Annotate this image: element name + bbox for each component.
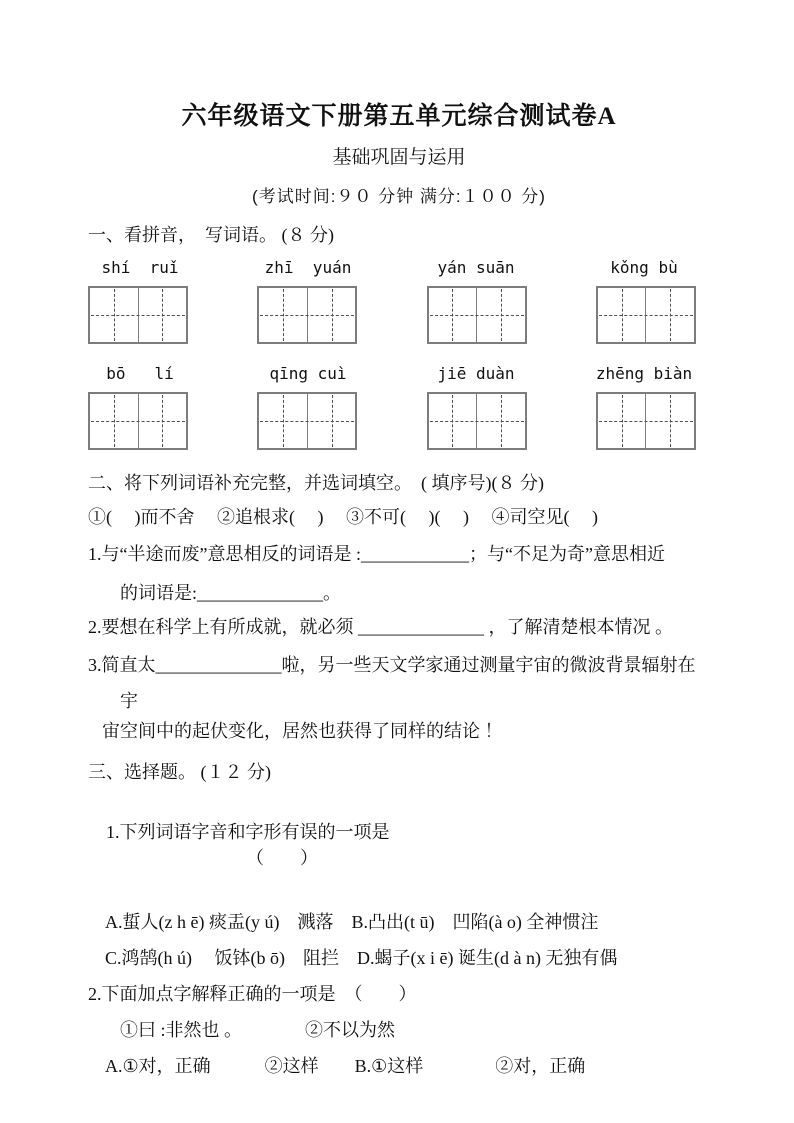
tianzige-cell bbox=[646, 394, 694, 448]
tianzige-cell bbox=[598, 394, 647, 448]
section2-q3-line2: 宇 bbox=[120, 691, 138, 711]
section3-q1 bbox=[88, 793, 710, 897]
tianzige-cell bbox=[429, 394, 478, 448]
pinyin-word: yán suān bbox=[437, 258, 515, 277]
section3-heading: 三、选择题。 (１２ 分) bbox=[88, 762, 271, 782]
tianzige-cell bbox=[259, 394, 308, 448]
tianzige-cell bbox=[90, 288, 139, 342]
writing-grid bbox=[257, 392, 357, 450]
pinyin-word: zhēng biàn bbox=[595, 364, 693, 383]
section2-q1-line2: 的词语是:______________。 bbox=[120, 583, 342, 603]
writing-grid bbox=[427, 286, 527, 344]
tianzige-cell bbox=[646, 288, 694, 342]
writing-grid bbox=[596, 286, 696, 344]
pinyin-row-1 bbox=[88, 256, 696, 280]
pinyin-word: qīng cuì bbox=[269, 364, 347, 383]
pinyin-word: zhī yuán bbox=[264, 258, 352, 277]
tianzige-cell bbox=[598, 288, 647, 342]
answer-parentheses: （ ） bbox=[246, 848, 318, 868]
section2-q3-line3: 宙空间中的起伏变化，居然也获得了同样的结论 ！ bbox=[102, 721, 503, 741]
pinyin-word: shí ruǐ bbox=[101, 258, 179, 277]
writing-grid bbox=[257, 286, 357, 344]
tianzige-cell bbox=[429, 288, 478, 342]
tianzige-cell bbox=[139, 394, 187, 448]
tianzige-cell bbox=[308, 288, 356, 342]
section3-q2-subitems: ①曰 :非然也 。 ②不以为然 bbox=[120, 1020, 395, 1040]
page-title: 六年级语文下册第五单元综合测试卷A bbox=[181, 103, 617, 130]
pinyin-row-2 bbox=[88, 362, 696, 386]
writing-grid bbox=[88, 392, 188, 450]
tianzige-cell bbox=[477, 394, 525, 448]
section3-q2-options: A.①对，正确 ②这样 B.①这样 ②对，正确 bbox=[105, 1056, 586, 1076]
pinyin-word: bō lí bbox=[106, 364, 174, 383]
writing-grid bbox=[88, 286, 188, 344]
section2-q1-line1: 1.与“半途而废”意思相反的词语是 :____________；与“不足为奇”意思相近 bbox=[88, 544, 665, 564]
writing-grid-row-2 bbox=[88, 392, 696, 450]
section2-q3-line1: 3.简直太______________啦，另一些天文学家通过测量宇宙的微波背景辐射在 bbox=[88, 655, 696, 675]
section3-q1-options-cd: C.鸿鹄(h ú) 饭钵(b ō) 阻拦 D.蝎子(x i ē) 诞生(d à n) 无独有偶 bbox=[105, 948, 618, 968]
section2-heading: 二、将下列词语补充完整，并选词填空。 ( 填序号)(８ 分) bbox=[88, 473, 544, 493]
tianzige-cell bbox=[139, 288, 187, 342]
section3-q1-options-ab: A.蜇人(z h ē) 痰盂(y ú) 溅落 B.凸出(t ū) 凹陷(à o) 全神惯注 bbox=[105, 912, 599, 932]
subtitle: 基础巩固与运用 bbox=[332, 147, 466, 168]
writing-grid bbox=[427, 392, 527, 450]
pinyin-word: jiē duàn bbox=[437, 364, 515, 383]
section3-q2-text: 2.下面加点字解释正确的一项是 （ ） bbox=[88, 984, 417, 1004]
section1-heading: 一、看拼音， 写词语。 (８ 分) bbox=[88, 225, 334, 245]
pinyin-word: kǒng bù bbox=[610, 258, 678, 277]
exam-info: (考试时间:９０ 分钟 满分:１００ 分) bbox=[252, 187, 546, 206]
writing-grid bbox=[596, 392, 696, 450]
tianzige-cell bbox=[90, 394, 139, 448]
tianzige-cell bbox=[477, 288, 525, 342]
section3-q1-text: 1.下列词语字音和字形有误的一项是 bbox=[106, 822, 390, 842]
tianzige-cell bbox=[259, 288, 308, 342]
section2-q2: 2.要想在科学上有所成就，就必须 ______________ ，了解清楚根本情况 。 bbox=[88, 617, 673, 637]
writing-grid-row-1 bbox=[88, 286, 696, 344]
tianzige-cell bbox=[308, 394, 356, 448]
section2-idioms: ①( )而不舍 ②追根求( ) ③不可( )( ) ④司空见( ) bbox=[88, 507, 598, 527]
